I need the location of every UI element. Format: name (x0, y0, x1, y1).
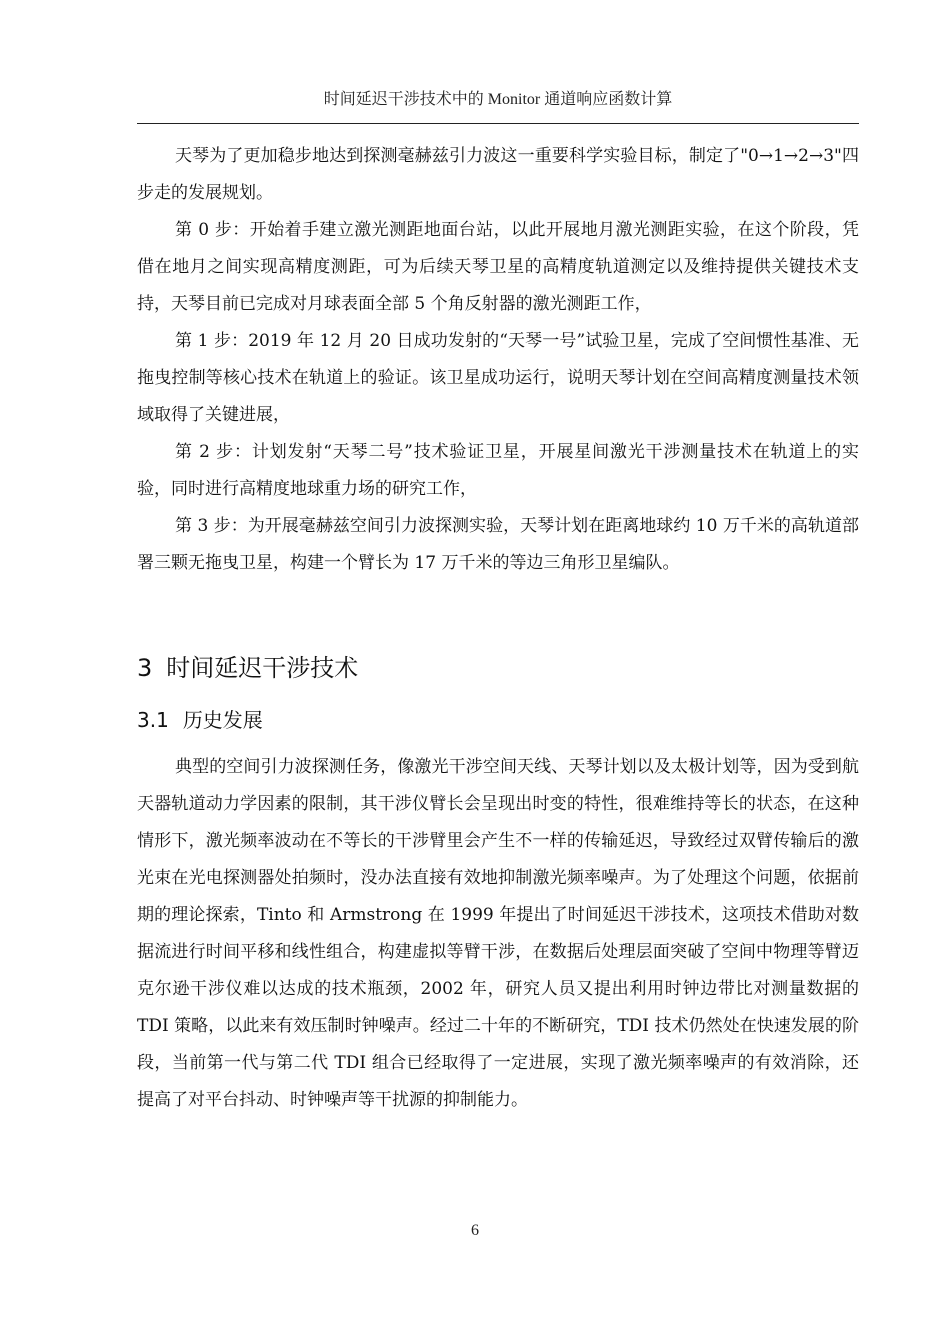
paragraph-step-3: 第 3 步：为开展毫赫兹空间引力波探测实验，天琴计划在距离地球约 10 万千米的高轨道部署三颗无拖曳卫星，构建一个臂长为 17 万千米的等边三角形卫星编队。 (137, 516, 859, 573)
section-heading (137, 652, 358, 684)
subsection-title: 历史发展 (182, 708, 263, 732)
paragraph-plan-overview: 天琴为了更加稳步地达到探测毫赫兹引力波这一重要科学实验目标，制定了"0→1→2→3"四步走的发展规划。 (137, 146, 859, 203)
history-text-block (137, 749, 859, 1119)
page-number: 6 (471, 1222, 479, 1239)
running-header: 时间延迟干涉技术中的 Monitor 通道响应函数计算 (323, 91, 673, 108)
header-rule (137, 123, 859, 124)
paragraph-history: 典型的空间引力波探测任务，像激光干涉空间天线、天琴计划以及太极计划等，因为受到航天器轨道动力学因素的限制，其干涉仪臂长会呈现出时变的特性，很难维持等长的状态，在这种情形下，激光频率波动在不等长的干涉臂里会产生不一样的传输延迟，导致经过双臂传输后的激光束在光电探测器处拍频时，没办法直接有效地抑制激光频率噪声。为了处理这个问题，依据前期的理论探索，Tinto 和 Armstrong 在 1999 年提出了时间延迟干涉技术，这项技术借助对数据流进行时间平移和线性组合，构建虚拟等臂干涉，在数据后处理层面突破了空间中物理等臂迈克尔逊干涉仪难以达成的技术瓶颈，2002 年，研究人员又提出利用时钟边带比对测量数据的 TDI 策略，以此来有效压制时钟噪声。经过二十年的不断研究，TDI 技术仍然处在快速发展的阶段，当前第一代与第二代 TDI 组合已经取得了一定进展，实现了激光频率噪声的有效消除，还提高了对平台抖动、时钟噪声等干扰源的抑制能力。 (137, 757, 859, 1110)
section-title: 时间延迟干涉技术 (166, 654, 359, 682)
section-number: 3 (137, 654, 153, 682)
intro-text-block (137, 138, 859, 582)
subsection-number: 3.1 (137, 708, 169, 732)
paragraph-step-1: 第 1 步：2019 年 12 月 20 日成功发射的“天琴一号”试验卫星，完成了空间惯性基准、无拖曳控制等核心技术在轨道上的验证。该卫星成功运行，说明天琴计划在空间高精度测量技术领域取得了关键进展， (137, 331, 859, 425)
paragraph-step-0: 第 0 步：开始着手建立激光测距地面台站，以此开展地月激光测距实验，在这个阶段，凭借在地月之间实现高精度测距，可为后续天琴卫星的高精度轨道测定以及维持提供关键技术支持，天琴目前已完成对月球表面全部 5 个角反射器的激光测距工作， (137, 220, 859, 314)
subsection-heading (137, 706, 263, 734)
paragraph-step-2: 第 2 步：计划发射“天琴二号”技术验证卫星，开展星间激光干涉测量技术在轨道上的实验，同时进行高精度地球重力场的研究工作， (137, 442, 859, 499)
